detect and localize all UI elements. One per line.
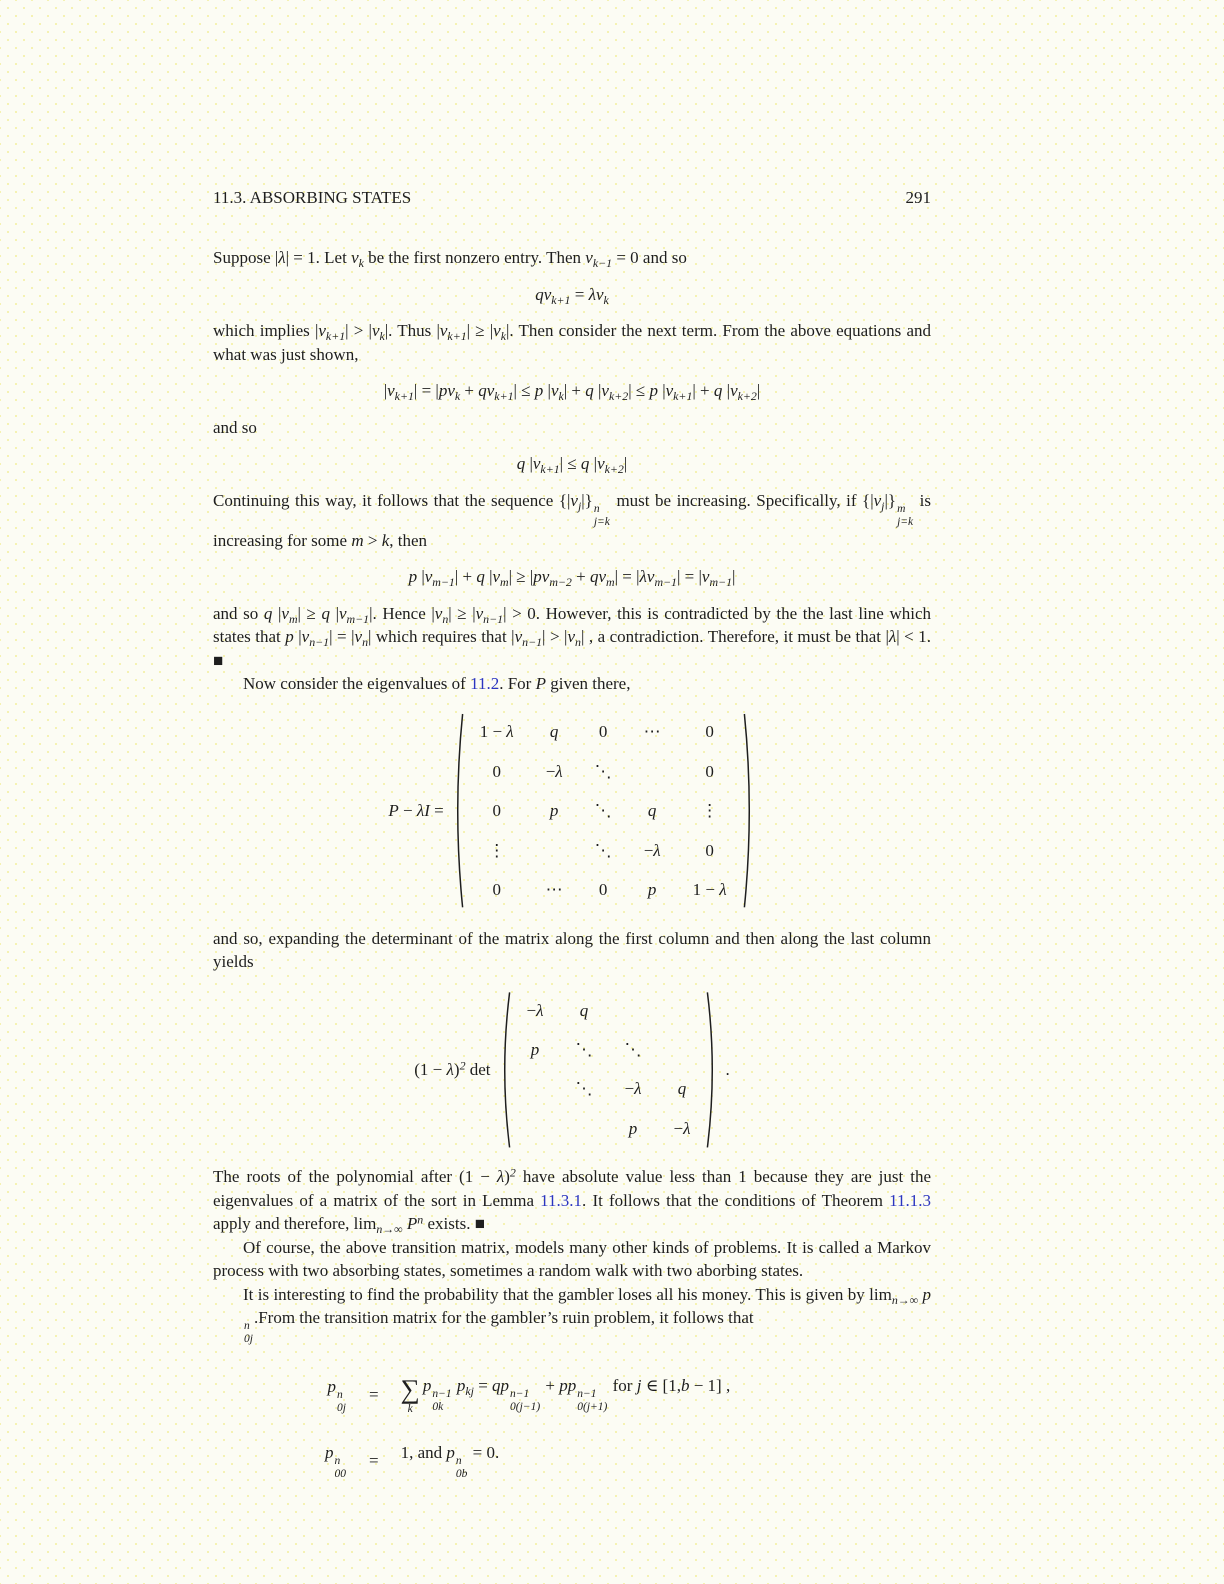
stacked-script: n−1 0(j−1): [510, 1388, 541, 1414]
stacked-script: m j=k: [897, 502, 914, 528]
matrix-cell: −λ: [643, 840, 661, 860]
page-content: [213, 186, 931, 1481]
paren-left: [498, 990, 511, 1150]
matrix-cell: 0: [705, 722, 714, 742]
matrix-cell: q: [549, 722, 559, 742]
ref-link[interactable]: 11.1.3: [889, 1190, 931, 1210]
stacked-script: n 0j: [337, 1388, 346, 1414]
matrix-cell: q: [647, 801, 657, 821]
matrix-cell: 0: [492, 801, 501, 821]
matrix-grid: [464, 711, 743, 910]
paren-right: [706, 990, 719, 1150]
equation-relation: =: [369, 1384, 379, 1404]
matrix-cell: ⋱: [594, 761, 612, 781]
section-title: 11.3. ABSORBING STATES: [213, 188, 412, 207]
matrix-prefix: $(1 - \lambda)^2$ det: [414, 1058, 491, 1079]
matrix-cell: q: [677, 1079, 687, 1099]
matrix-equation: [213, 990, 931, 1150]
paragraph: Suppose |λ| = 1. Let $v_k$ be the first nonzero entry. Then $v_{k-1} = 0$ and so: [213, 248, 687, 271]
display-equation: q $|v_{k+1}| \le q$ $|v_{k+2}|$: [516, 454, 628, 477]
matrix-cell: ⋯: [545, 880, 563, 900]
matrix-cell: 0: [705, 761, 714, 781]
matrix-cell: ⋱: [594, 801, 612, 821]
matrix-cell: −λ: [624, 1079, 642, 1099]
matrix-cell: −λ: [545, 761, 563, 781]
matrix-cell: ⋮: [701, 801, 719, 821]
matrix-cell: −λ: [526, 1000, 544, 1020]
matrix-cell: 1 − λ: [479, 722, 514, 742]
page-body: [213, 246, 931, 1481]
matrix-equation: [213, 711, 931, 910]
stacked-script: n j=k: [593, 502, 610, 528]
paragraph: Continuing this way, it follows that the sequence $\{|v_j|\}$ n j=k must be increasing. Specifically, if $\{|v_j|\}$ m j=k is increasing for some m > k, then: [213, 490, 932, 550]
paragraph: and so q $|v_m| \ge q$ $|v_{m-1}|$. Hence $|v_n| \ge |v_{n-1}| > 0$. However, this is contradicted by the the last line which states that p $|v_{n-1}| = |v_n|$ which requires that $|v_{n-1}| > |v_n|$ , a contradiction. Therefore, it must be that |λ| < 1. ■: [213, 603, 931, 670]
paragraph: The roots of the polynomial after $(1 - \lambda)^2$ have absolute value less than 1 because they are just the eigenvalues of a matrix of the sort in Lemma 11.3.1. It follows that the conditions of Theorem 11.1.3 apply and therefore, $\lim_{n\to\infty} P^n$ exists. ■: [213, 1166, 931, 1237]
paragraph: Of course, the above transition matrix, models many other kinds of problems. It is called a Markov process with two absorbing states, sometimes a random walk with two aborbing states.: [213, 1237, 931, 1281]
ref-link[interactable]: 11.3.1: [540, 1190, 583, 1210]
matrix-cell: q: [579, 1000, 589, 1020]
matrix-cell: ⋱: [624, 1040, 642, 1060]
display-equation: p $|v_{m-1}| + q$ $|v_m| \ge |pv_{m-2} + qv_m| = |\lambda v_{m-1}| = |v_{m-1}|$: [408, 567, 736, 590]
paragraph: which implies $|v_{k+1}| > |v_k|$. Thus $|v_{k+1}| \ge |v_k|$. Then consider the next term. From the above equations and what was just shown,: [213, 321, 931, 364]
matrix-cell: −λ: [673, 1118, 691, 1138]
matrix-cell: p: [549, 801, 559, 821]
equation-rhs: 1, and p n 0b = 0.: [400, 1443, 500, 1481]
matrix-cell: ⋱: [575, 1040, 593, 1060]
aligned-equations: [325, 1374, 931, 1481]
paragraph: It is interesting to find the probability that the gambler loses all his money. This is given by $\lim_{n\to\infty} p$ n 0j .From the transition matrix for the gambler’s ruin problem, it follows that: [213, 1283, 931, 1347]
equation-relation: =: [369, 1451, 379, 1471]
display-equation: $qv_{k+1} = \lambda v_k$: [535, 284, 609, 308]
ref-link[interactable]: 11.2: [470, 673, 500, 693]
matrix-suffix: .: [725, 1059, 730, 1079]
matrix-cell: 0: [492, 761, 501, 781]
stacked-script: n−1 0(j+1): [577, 1388, 608, 1414]
paren-left: [451, 711, 464, 910]
matrix-cell: ⋱: [575, 1079, 593, 1099]
matrix-cell: p: [647, 880, 657, 900]
paragraph: and so, expanding the determinant of the matrix along the first column and then along the last column yields: [213, 928, 931, 972]
matrix-cell: ⋱: [594, 840, 612, 860]
matrix-cell: p: [628, 1118, 638, 1138]
matrix-cell: ⋯: [643, 722, 661, 742]
stacked-script: n 0j: [244, 1320, 253, 1346]
matrix-prefix: P − λI =: [388, 801, 444, 821]
display-equation: $|v_{k+1}| = |pv_k + qv_{k+1}| \le p$ $|v_k| + q$ $|v_{k+2}| \le p$ $|v_{k+1}| + q$ $|v_{k+2}|$: [383, 381, 761, 404]
matrix-cell: 0: [492, 880, 501, 900]
equation-lhs: p n 0j: [327, 1376, 346, 1414]
matrix-cell: ⋮: [488, 840, 506, 860]
stacked-script: n 0b: [455, 1455, 468, 1481]
matrix-grid: [511, 990, 707, 1150]
equation-lhs: p n 00: [325, 1443, 346, 1481]
page-number: 291: [905, 188, 931, 207]
matrix-cell: 0: [705, 840, 714, 860]
matrix-cell: 1 − λ: [692, 880, 727, 900]
matrix-cell: 0: [598, 722, 608, 742]
paren-right: [743, 711, 756, 910]
stacked-script: n 00: [334, 1455, 346, 1481]
stacked-script: n−1 0k: [432, 1388, 452, 1414]
page-header: [213, 186, 931, 209]
equation-rhs: ∑ k p n−1 0k $p_{kj}$ = qp n−1 0(j−1) + pp n−1 0(j+1) for j ∈ [1,b − 1] ,: [400, 1373, 731, 1415]
matrix-cell: 0: [598, 880, 608, 900]
paragraph: Now consider the eigenvalues of 11.2. For P given there,: [243, 673, 631, 693]
matrix-cell: p: [530, 1040, 540, 1060]
paragraph: and so: [213, 417, 257, 437]
sum-operator: ∑ k: [400, 1373, 420, 1415]
